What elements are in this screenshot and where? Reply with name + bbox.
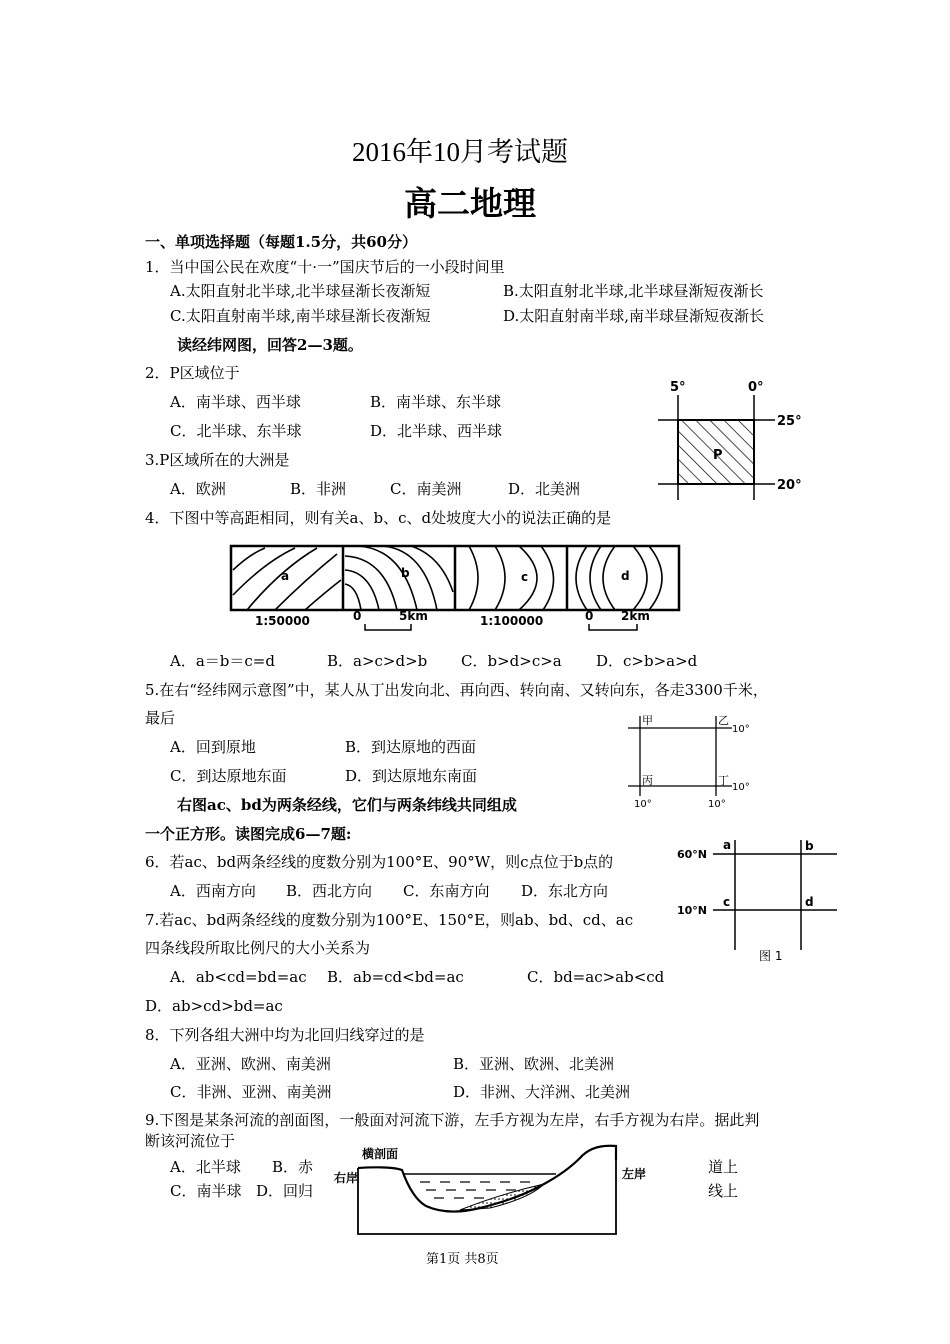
q5-label-yi: 乙	[718, 714, 729, 727]
contour-maps-figure	[225, 540, 685, 640]
q5-stem-line1: 5.在右“经纬网示意图”中，某人从丁出发向北、再向西、转向南、又转向东，各走3300千米，	[145, 681, 768, 699]
q8-stem: 8．下列各组大洲中均为北回归线穿过的是	[145, 1026, 425, 1044]
page-footer: 第1页 共8页	[426, 1252, 499, 1267]
contour-label-c: c	[521, 570, 529, 584]
q6-stem: 6．若ac、bd两条经线的度数分别为100°E、90°W，则c点位于b点的	[145, 853, 614, 871]
river-sediment-deposit	[460, 1184, 544, 1210]
q4-option-b: B．a>c>d>b	[327, 652, 428, 670]
p-region-graticule-figure	[650, 375, 810, 505]
q9-option-c: C．南半球	[170, 1182, 242, 1200]
fig1-label-b: b	[805, 839, 814, 853]
q5-lon-left-label: 10°	[634, 799, 652, 810]
q1-stem: 1．当中国公民在欢度“十·一”国庆节后的一小段时间里	[145, 258, 505, 276]
scale2-zero: 0	[585, 609, 594, 623]
q2-option-d: D．北半球、西半球	[370, 422, 503, 440]
q4-stem: 4．下图中等高距相同，则有关a、b、c、d处坡度大小的说法正确的是	[145, 509, 612, 527]
q8-option-b: B．亚洲、欧洲、北美洲	[453, 1055, 615, 1073]
scale1-ratio: 1:50000	[255, 614, 310, 628]
q5-option-a: A．回到原地	[170, 738, 256, 756]
q9-option-b-part1: B．赤	[272, 1158, 314, 1176]
scale1-zero: 0	[353, 609, 362, 623]
q7-option-d: D．ab>cd>bd=ac	[145, 997, 283, 1015]
q6-option-d: D．东北方向	[521, 882, 609, 900]
q7-stem-line2: 四条线段所取比例尺的大小关系为	[145, 939, 371, 957]
q9-option-d-part1: D．回归	[256, 1182, 314, 1200]
contour-panel-d	[576, 546, 662, 610]
q2-option-b: B．南半球、东半球	[370, 393, 502, 411]
region-label-p: P	[713, 448, 723, 463]
q8-option-c: C．非洲、亚洲、南美洲	[170, 1083, 332, 1101]
q9-option-a: A．北半球	[170, 1158, 241, 1176]
contour-label-a: a	[281, 569, 290, 583]
q3-option-d: D．北美洲	[508, 480, 581, 498]
lon-label-left: 5°	[670, 380, 686, 395]
q8-option-d: D．非洲、大洋洲、北美洲	[453, 1083, 631, 1101]
instruction-2-3: 读经纬网图，回答2—3题。	[177, 336, 363, 354]
section-heading: 一、单项选择题（每题1.5分，共60分）	[145, 233, 417, 251]
q6-option-a: A．西南方向	[170, 882, 256, 900]
scale2-ratio: 1:100000	[480, 614, 544, 628]
q9-option-d-part2: 线上	[708, 1182, 739, 1200]
q7-option-c: C．bd=ac>ab<cd	[527, 968, 665, 986]
q5-stem-line2: 最后	[145, 709, 176, 727]
figure-1-square	[675, 830, 845, 965]
scale2-bar	[589, 624, 637, 630]
q5-graticule-figure	[620, 710, 770, 810]
instruction-6-7-line1: 右图ac、bd为两条经线，它们与两条纬线共同组成	[177, 796, 517, 814]
q9-stem-line2: 断该河流位于	[145, 1132, 236, 1150]
q3-stem: 3.P区域所在的大洲是	[145, 451, 290, 469]
q3-option-a: A．欧洲	[170, 480, 226, 498]
q2-option-c: C．北半球、东半球	[170, 422, 302, 440]
scale2-length: 2km	[621, 609, 650, 623]
river-left-bank-label: 左岸	[622, 1167, 647, 1181]
q3-option-c: C．南美洲	[390, 480, 462, 498]
q1-option-a: A.太阳直射北半球,北半球昼渐长夜渐短	[170, 282, 431, 300]
q1-option-b: B.太阳直射北半球,北半球昼渐短夜渐长	[503, 282, 764, 300]
fig1-lat-bottom-label: 10°N	[677, 904, 708, 917]
q5-lon-right-label: 10°	[708, 799, 726, 810]
q1-option-d: D.太阳直射南半球,南半球昼渐短夜渐长	[503, 307, 765, 325]
q4-option-c: C．b>d>c>a	[461, 652, 562, 670]
q3-option-b: B．非洲	[290, 480, 347, 498]
fig1-caption: 图 1	[759, 949, 783, 963]
q5-label-ding: 丁	[718, 774, 729, 787]
q7-option-b: B．ab=cd<bd=ac	[327, 968, 464, 986]
fig1-label-c: c	[723, 895, 731, 909]
river-profile-frame	[358, 1160, 616, 1234]
contour-panel-b	[345, 546, 453, 610]
river-right-bank-label: 右岸	[334, 1171, 359, 1185]
q7-stem-line1: 7.若ac、bd两条经线的度数分别为100°E、150°E，则ab、bd、cd、ac	[145, 911, 634, 929]
q5-lat-top-label: 10°	[732, 724, 750, 735]
scale1-bar	[365, 624, 411, 630]
q6-option-b: B．西北方向	[286, 882, 373, 900]
q4-option-a: A．a＝b＝c=d	[170, 652, 275, 670]
fig1-label-d: d	[805, 895, 814, 909]
q6-option-c: C．东南方向	[403, 882, 490, 900]
q5-label-bing: 丙	[642, 774, 653, 787]
q9-option-b-part2: 道上	[708, 1158, 739, 1176]
lat-label-top: 25°	[777, 414, 802, 429]
q1-option-c: C.太阳直射南半球,南半球昼渐长夜渐短	[170, 307, 431, 325]
q4-option-d: D．c>b>a>d	[596, 652, 698, 670]
instruction-6-7-line2: 一个正方形。读图完成6—7题:	[145, 825, 352, 843]
lat-label-bottom: 20°	[777, 478, 802, 493]
q5-option-b: B．到达原地的西面	[345, 738, 477, 756]
q5-option-c: C．到达原地东面	[170, 767, 287, 785]
fig1-label-a: a	[723, 838, 732, 852]
exam-title: 2016年10月考试题	[352, 137, 568, 167]
fig1-lat-top-label: 60°N	[677, 848, 708, 861]
q7-option-a: A．ab<cd=bd=ac	[170, 968, 307, 986]
q5-option-d: D．到达原地东南面	[345, 767, 478, 785]
q9-stem-line1: 9.下图是某条河流的剖面图，一般面对河流下游，左手方视为左岸，右手方视为右岸。据此判	[145, 1111, 760, 1129]
river-cross-section-figure	[330, 1138, 660, 1238]
contour-label-d: d	[621, 569, 630, 583]
subject-title: 高二地理	[404, 184, 536, 223]
q2-stem: 2．P区域位于	[145, 364, 240, 382]
river-section-title: 横剖面	[362, 1147, 399, 1161]
q5-label-jia: 甲	[642, 714, 653, 727]
lon-label-right: 0°	[748, 380, 764, 395]
contour-panel-c	[469, 546, 554, 610]
q5-lat-bottom-label: 10°	[732, 782, 750, 793]
q8-option-a: A．亚洲、欧洲、南美洲	[170, 1055, 331, 1073]
q2-option-a: A．南半球、西半球	[170, 393, 301, 411]
contour-label-b: b	[401, 566, 410, 580]
scale1-length: 5km	[399, 609, 428, 623]
